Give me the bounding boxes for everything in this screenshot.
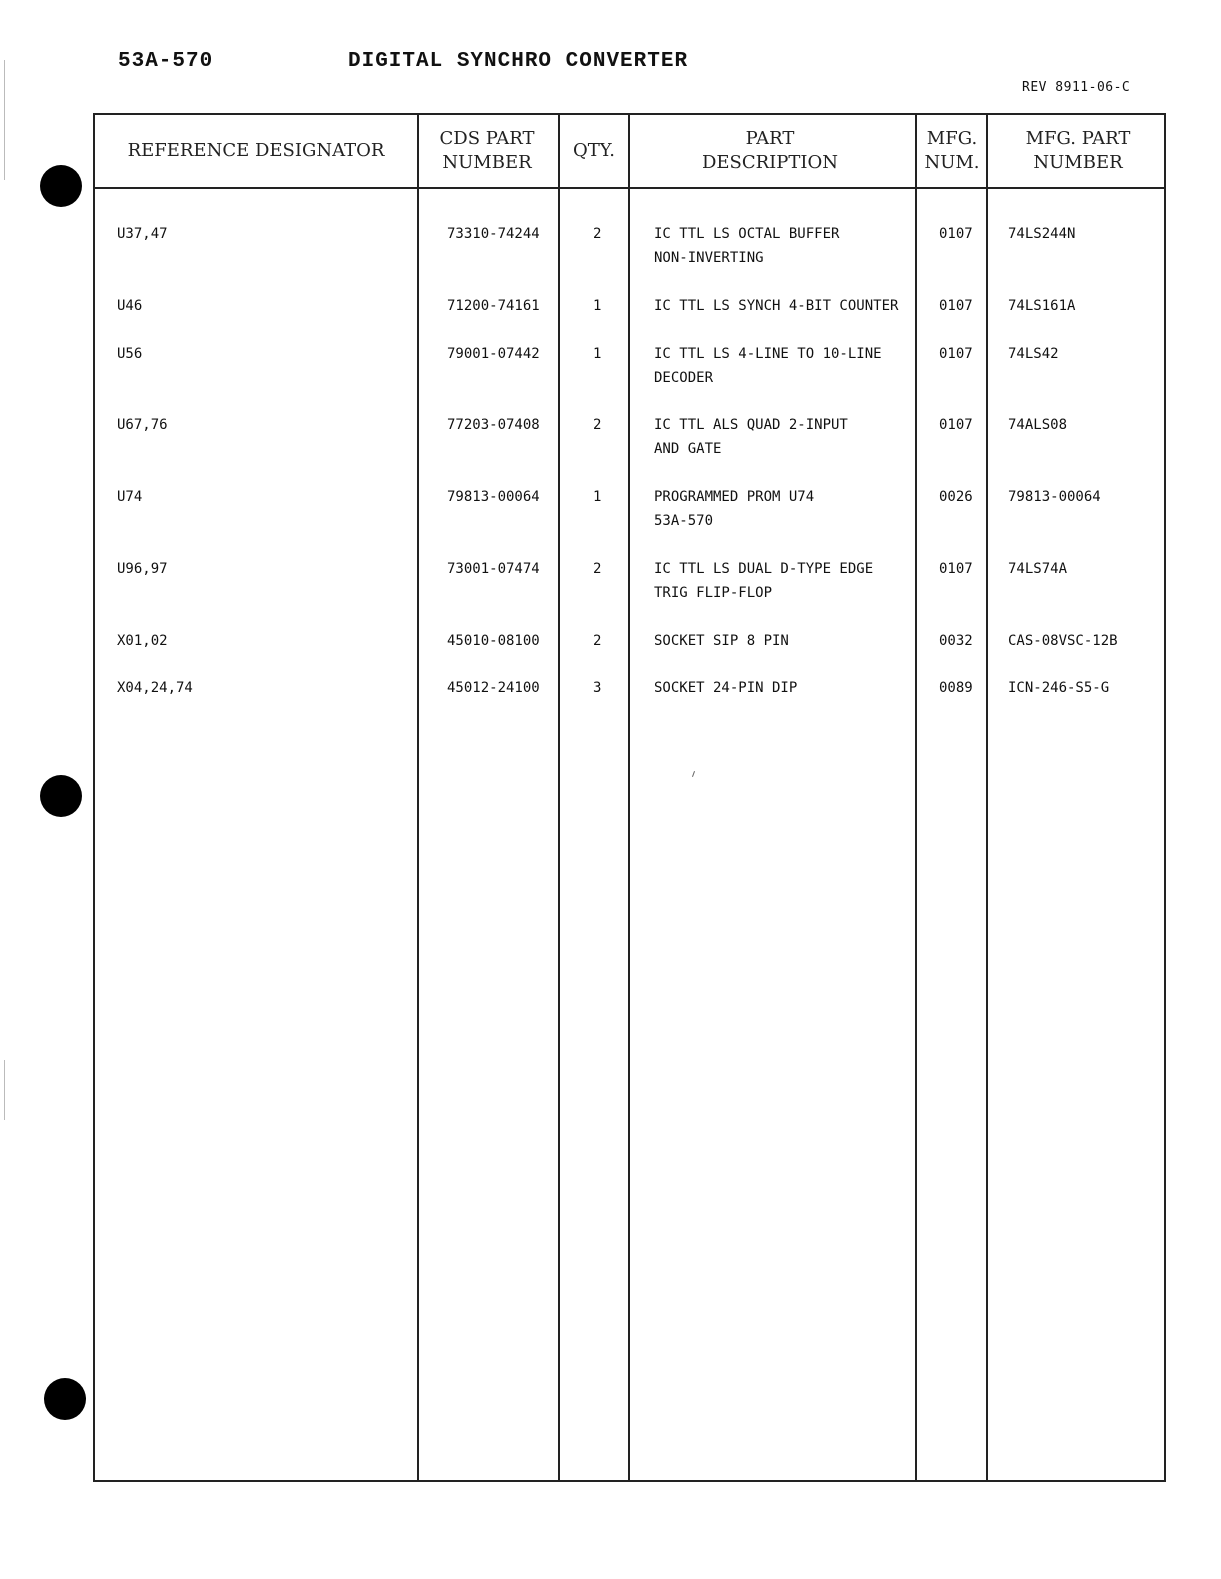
mfg-part-number: 74LS42 [1008, 346, 1059, 362]
quantity: 2 [593, 633, 602, 649]
document-model-number: 53A-570 [118, 50, 214, 73]
column-header-cds-part-number: CDS PART NUMBER [439, 128, 535, 173]
column-header-part-description: PART DESCRIPTION [701, 128, 839, 173]
column-divider [558, 115, 560, 1480]
document-title: DIGITAL SYNCHRO CONVERTER [348, 50, 689, 73]
mfg-number: 0107 [939, 226, 973, 242]
part-description-line-2: DECODER [654, 370, 714, 386]
mfg-part-number: CAS-08VSC-12B [1008, 633, 1118, 649]
quantity: 1 [593, 489, 602, 505]
column-divider [628, 115, 630, 1480]
reference-designator: U74 [117, 489, 143, 505]
column-header-qty: QTY. [572, 140, 616, 161]
part-description: SOCKET SIP 8 PIN [654, 633, 789, 649]
cds-part-number: 45010-08100 [447, 633, 540, 649]
reference-designator: X04,24,74 [117, 680, 193, 696]
mfg-part-number: ICN-246-S5-G [1008, 680, 1110, 696]
part-description: IC TTL ALS QUAD 2-INPUT [654, 417, 848, 433]
reference-designator: U96,97 [117, 561, 168, 577]
mfg-number: 0107 [939, 298, 973, 314]
mfg-part-number: 79813-00064 [1008, 489, 1101, 505]
column-header-mfg-part-number: MFG. PART NUMBER [1025, 128, 1131, 173]
part-description: IC TTL LS 4-LINE TO 10-LINE [654, 346, 882, 362]
cds-part-number: 79813-00064 [447, 489, 540, 505]
part-description-line-2: 53A-570 [654, 513, 714, 529]
quantity: 2 [593, 561, 602, 577]
mfg-part-number: 74LS244N [1008, 226, 1076, 242]
reference-designator: X01,02 [117, 633, 168, 649]
cds-part-number: 71200-74161 [447, 298, 540, 314]
part-description: PROGRAMMED PROM U74 [654, 489, 815, 505]
cds-part-number: 45012-24100 [447, 680, 540, 696]
cds-part-number: 73310-74244 [447, 226, 540, 242]
binder-hole-top [40, 165, 82, 207]
mfg-number: 0107 [939, 346, 973, 362]
binder-hole-bottom [44, 1378, 86, 1420]
mfg-part-number: 74LS74A [1008, 561, 1068, 577]
reference-designator: U46 [117, 298, 143, 314]
mfg-number: 0026 [939, 489, 973, 505]
part-description-line-2: AND GATE [654, 441, 722, 457]
reference-designator: U56 [117, 346, 143, 362]
mfg-part-number: 74ALS08 [1008, 417, 1068, 433]
quantity: 3 [593, 680, 602, 696]
quantity: 2 [593, 226, 602, 242]
column-divider [986, 115, 988, 1480]
reference-designator: U37,47 [117, 226, 168, 242]
quantity: 2 [593, 417, 602, 433]
quantity: 1 [593, 298, 602, 314]
mfg-number: 0089 [939, 680, 973, 696]
column-header-reference-designator: REFERENCE DESIGNATOR [127, 140, 385, 161]
page-edge-mark [4, 1060, 5, 1120]
header-divider [95, 187, 1164, 189]
part-description: SOCKET 24-PIN DIP [654, 680, 798, 696]
cds-part-number: 77203-07408 [447, 417, 540, 433]
binder-hole-middle [40, 775, 82, 817]
mfg-number: 0032 [939, 633, 973, 649]
page-edge-mark [4, 60, 5, 180]
mfg-number: 0107 [939, 417, 973, 433]
cds-part-number: 73001-07474 [447, 561, 540, 577]
part-description: IC TTL LS DUAL D-TYPE EDGE [654, 561, 874, 577]
part-description-line-2: NON-INVERTING [654, 250, 764, 266]
mfg-part-number: 74LS161A [1008, 298, 1076, 314]
parts-list-table [93, 113, 1166, 1482]
reference-designator: U67,76 [117, 417, 168, 433]
part-description: IC TTL LS SYNCH 4-BIT COUNTER [654, 298, 899, 314]
part-description: IC TTL LS OCTAL BUFFER [654, 226, 840, 242]
column-divider [417, 115, 419, 1480]
revision-label: REV 8911-06-C [1022, 80, 1131, 95]
mfg-number: 0107 [939, 561, 973, 577]
part-description-line-2: TRIG FLIP-FLOP [654, 585, 773, 601]
quantity: 1 [593, 346, 602, 362]
column-divider [915, 115, 917, 1480]
column-header-mfg-num: MFG. NUM. [924, 128, 980, 173]
cds-part-number: 79001-07442 [447, 346, 540, 362]
